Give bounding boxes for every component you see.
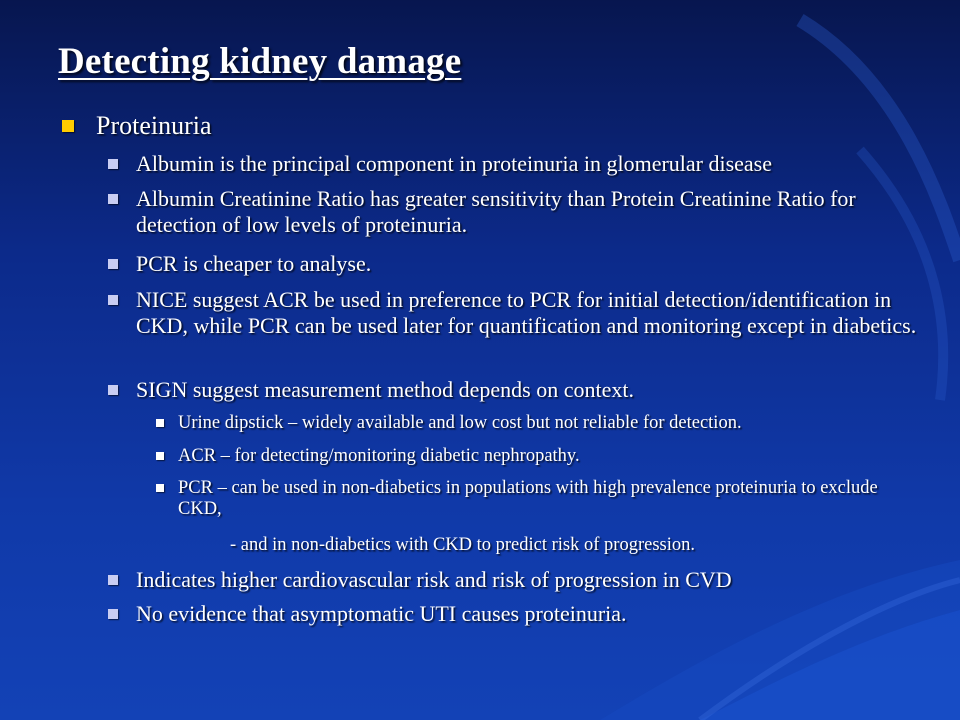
list-item-text: PCR is cheaper to analyse. — [136, 251, 372, 276]
list-item-text: SIGN suggest measurement method depends on context. — [136, 377, 634, 402]
square-bullet-icon — [156, 419, 164, 427]
square-bullet-icon — [108, 194, 118, 204]
sub-list-item — [178, 478, 918, 520]
list-item-text: Albumin is the principal component in proteinuria in glomerular disease — [136, 151, 773, 176]
list-item — [136, 186, 926, 238]
sub-list-item-text: ACR – for detecting/monitoring diabetic nephropathy. — [178, 446, 580, 466]
pcr-continuation-text: - and in non-diabetics with CKD to predict risk of progression. — [230, 535, 695, 555]
square-bullet-icon — [62, 120, 74, 132]
list-item-text: Proteinuria — [96, 111, 212, 140]
square-bullet-icon — [156, 452, 164, 460]
list-item — [136, 601, 926, 627]
sub-list-item — [178, 413, 918, 434]
list-item-proteinuria — [96, 111, 212, 141]
list-item — [136, 567, 926, 593]
list-item-text: Albumin Creatinine Ratio has greater sensitivity than Protein Creatinine Ratio for detection of low levels of proteinuria. — [136, 186, 856, 237]
list-item — [136, 251, 926, 277]
sub-list-item-text: PCR – can be used in non-diabetics in populations with high prevalence proteinuria to exclude CKD, — [178, 478, 878, 519]
sub-list-item — [178, 446, 918, 467]
list-item — [136, 287, 926, 339]
sub-list-item-text: Urine dipstick – widely available and low cost but not reliable for detection. — [178, 413, 742, 433]
list-item-text: NICE suggest ACR be used in preference to PCR for initial detection/identification in CKD, while PCR can be used later for quantification and monitoring except in diabetics. — [136, 287, 917, 338]
square-bullet-icon — [108, 295, 118, 305]
slide-title: Detecting kidney damage — [58, 41, 462, 82]
square-bullet-icon — [108, 159, 118, 169]
list-item — [136, 151, 926, 177]
list-item — [136, 377, 926, 403]
square-bullet-icon — [156, 484, 164, 492]
square-bullet-icon — [108, 385, 118, 395]
list-item-text: No evidence that asymptomatic UTI causes proteinuria. — [136, 601, 627, 626]
square-bullet-icon — [108, 609, 118, 619]
list-item-text: Indicates higher cardiovascular risk and risk of progression in CVD — [136, 567, 732, 592]
square-bullet-icon — [108, 259, 118, 269]
square-bullet-icon — [108, 575, 118, 585]
